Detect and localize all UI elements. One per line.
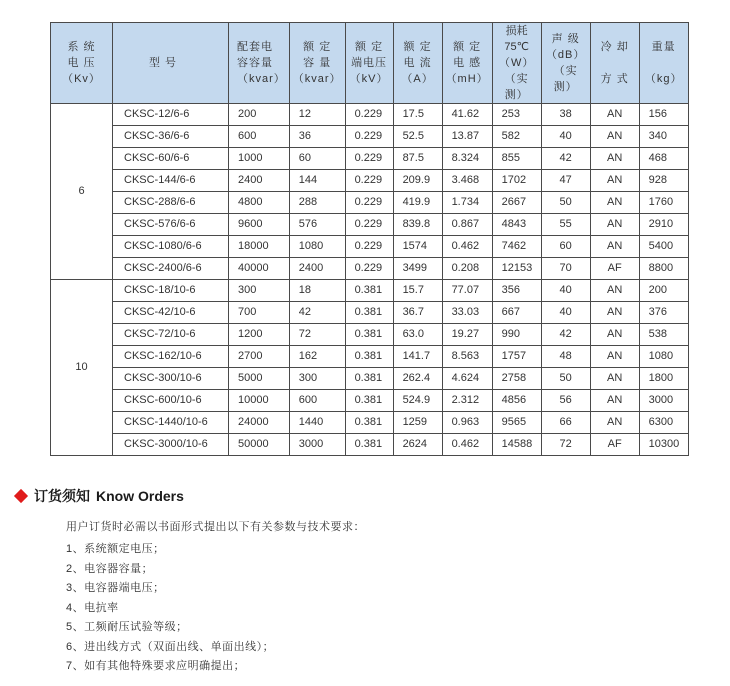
current-cell: 15.7 [393, 280, 442, 302]
cooling-cell: AN [590, 126, 639, 148]
current-cell: 52.5 [393, 126, 442, 148]
current-cell: 209.9 [393, 170, 442, 192]
inductance-cell: 3.468 [442, 170, 492, 192]
table-row [51, 236, 689, 258]
inductance-cell: 77.07 [442, 280, 492, 302]
capacity-cell: 18000 [229, 236, 290, 258]
table-row [51, 126, 689, 148]
cooling-cell: AN [590, 346, 639, 368]
terminal-voltage-cell: 0.381 [345, 302, 393, 324]
rated-capacity-cell: 144 [289, 170, 345, 192]
order-item: 4、电抗率 [66, 601, 119, 614]
model-cell: CKSC-3000/10-6 [113, 434, 229, 456]
weight-cell: 928 [639, 170, 688, 192]
inductance-cell: 0.867 [442, 214, 492, 236]
capacity-cell: 1000 [229, 148, 290, 170]
order-item: 3、电容器端电压； [66, 582, 165, 594]
weight-cell: 1800 [639, 368, 688, 390]
cooling-cell: AN [590, 302, 639, 324]
current-cell: 419.9 [393, 192, 442, 214]
sound-cell: 50 [541, 192, 590, 214]
terminal-voltage-cell: 0.381 [345, 412, 393, 434]
terminal-voltage-cell: 0.229 [345, 148, 393, 170]
rated-capacity-cell: 60 [289, 148, 345, 170]
header-voltage: 系 统 电 压 （Kv） [51, 23, 113, 104]
terminal-voltage-cell: 0.381 [345, 390, 393, 412]
order-notes [66, 518, 365, 677]
capacity-cell: 600 [229, 126, 290, 148]
cooling-cell: AN [590, 148, 639, 170]
inductance-cell: 4.624 [442, 368, 492, 390]
capacity-cell: 10000 [229, 390, 290, 412]
current-cell: 3499 [393, 258, 442, 280]
inductance-cell: 8.563 [442, 346, 492, 368]
loss-cell: 990 [492, 324, 541, 346]
header-cooling: 冷 却 方 式 [590, 23, 639, 104]
order-item: 7、如有其他特殊要求应明确提出； [66, 660, 246, 672]
rated-capacity-cell: 600 [289, 390, 345, 412]
capacity-cell: 700 [229, 302, 290, 324]
sound-cell: 70 [541, 258, 590, 280]
table-row [51, 412, 689, 434]
weight-cell: 10300 [639, 434, 688, 456]
cooling-cell: AN [590, 412, 639, 434]
terminal-voltage-cell: 0.229 [345, 258, 393, 280]
weight-cell: 156 [639, 104, 688, 126]
loss-cell: 2758 [492, 368, 541, 390]
loss-cell: 9565 [492, 412, 541, 434]
rated-capacity-cell: 42 [289, 302, 345, 324]
current-cell: 63.0 [393, 324, 442, 346]
model-cell: CKSC-288/6-6 [113, 192, 229, 214]
order-item: 6、进出线方式（双面出线、单面出线）； [66, 640, 275, 653]
header-sound: 声 级 （dB） （实测） [541, 23, 590, 104]
weight-cell: 3000 [639, 390, 688, 412]
loss-cell: 14588 [492, 434, 541, 456]
inductance-cell: 33.03 [442, 302, 492, 324]
model-cell: CKSC-144/6-6 [113, 170, 229, 192]
model-cell: CKSC-60/6-6 [113, 148, 229, 170]
terminal-voltage-cell: 0.229 [345, 192, 393, 214]
current-cell: 17.5 [393, 104, 442, 126]
inductance-cell: 13.87 [442, 126, 492, 148]
sound-cell: 42 [541, 148, 590, 170]
inductance-cell: 0.462 [442, 236, 492, 258]
capacity-cell: 1200 [229, 324, 290, 346]
cooling-cell: AN [590, 280, 639, 302]
capacity-cell: 5000 [229, 368, 290, 390]
rated-capacity-cell: 2400 [289, 258, 345, 280]
weight-cell: 6300 [639, 412, 688, 434]
weight-cell: 376 [639, 302, 688, 324]
sound-cell: 56 [541, 390, 590, 412]
order-title-cn: 订货须知 [34, 488, 90, 504]
weight-cell: 8800 [639, 258, 688, 280]
sound-cell: 40 [541, 280, 590, 302]
capacity-cell: 40000 [229, 258, 290, 280]
rated-capacity-cell: 1440 [289, 412, 345, 434]
voltage-cell: 6 [51, 104, 113, 280]
sound-cell: 40 [541, 302, 590, 324]
loss-cell: 855 [492, 148, 541, 170]
order-item: 5、工频耐压试验等级； [66, 621, 188, 633]
model-cell: CKSC-1440/10-6 [113, 412, 229, 434]
capacity-cell: 4800 [229, 192, 290, 214]
rated-capacity-cell: 1080 [289, 236, 345, 258]
weight-cell: 1760 [639, 192, 688, 214]
model-cell: CKSC-2400/6-6 [113, 258, 229, 280]
terminal-voltage-cell: 0.229 [345, 104, 393, 126]
order-title-en: Know Orders [96, 488, 184, 504]
table-row [51, 324, 689, 346]
rated-capacity-cell: 162 [289, 346, 345, 368]
spec-table-body [51, 104, 689, 456]
inductance-cell: 0.208 [442, 258, 492, 280]
loss-cell: 356 [492, 280, 541, 302]
order-requirements-list [66, 540, 365, 677]
table-row [51, 214, 689, 236]
loss-cell: 667 [492, 302, 541, 324]
weight-cell: 468 [639, 148, 688, 170]
loss-cell: 253 [492, 104, 541, 126]
rated-capacity-cell: 576 [289, 214, 345, 236]
loss-cell: 2667 [492, 192, 541, 214]
current-cell: 839.8 [393, 214, 442, 236]
inductance-cell: 1.734 [442, 192, 492, 214]
terminal-voltage-cell: 0.381 [345, 280, 393, 302]
current-cell: 36.7 [393, 302, 442, 324]
current-cell: 87.5 [393, 148, 442, 170]
header-rated-capacity: 额 定 容 量 （kvar） [289, 23, 345, 104]
current-cell: 1574 [393, 236, 442, 258]
header-capacity: 配套电 容容量 （kvar） [229, 23, 290, 104]
model-cell: CKSC-300/10-6 [113, 368, 229, 390]
rated-capacity-cell: 288 [289, 192, 345, 214]
cooling-cell: AN [590, 324, 639, 346]
capacity-cell: 2400 [229, 170, 290, 192]
weight-cell: 1080 [639, 346, 688, 368]
cooling-cell: AN [590, 236, 639, 258]
voltage-cell: 10 [51, 280, 113, 456]
order-item: 1、系统额定电压； [66, 543, 165, 555]
capacity-cell: 200 [229, 104, 290, 126]
loss-cell: 12153 [492, 258, 541, 280]
model-cell: CKSC-36/6-6 [113, 126, 229, 148]
red-diamond-icon [14, 489, 28, 503]
rated-capacity-cell: 300 [289, 368, 345, 390]
current-cell: 262.4 [393, 368, 442, 390]
rated-capacity-cell: 18 [289, 280, 345, 302]
cooling-cell: AN [590, 192, 639, 214]
cooling-cell: AF [590, 434, 639, 456]
terminal-voltage-cell: 0.229 [345, 236, 393, 258]
spec-table [50, 22, 689, 456]
sound-cell: 48 [541, 346, 590, 368]
cooling-cell: AN [590, 104, 639, 126]
inductance-cell: 8.324 [442, 148, 492, 170]
header-current: 额 定 电 流 （A） [393, 23, 442, 104]
cooling-cell: AN [590, 214, 639, 236]
rated-capacity-cell: 36 [289, 126, 345, 148]
current-cell: 524.9 [393, 390, 442, 412]
table-row [51, 192, 689, 214]
header-loss: 损耗75℃ （W） （实测） [492, 23, 541, 104]
model-cell: CKSC-600/10-6 [113, 390, 229, 412]
sound-cell: 40 [541, 126, 590, 148]
weight-cell: 538 [639, 324, 688, 346]
capacity-cell: 24000 [229, 412, 290, 434]
current-cell: 141.7 [393, 346, 442, 368]
inductance-cell: 2.312 [442, 390, 492, 412]
cooling-cell: AF [590, 258, 639, 280]
weight-cell: 2910 [639, 214, 688, 236]
inductance-cell: 41.62 [442, 104, 492, 126]
sound-cell: 66 [541, 412, 590, 434]
rated-capacity-cell: 12 [289, 104, 345, 126]
table-row [51, 302, 689, 324]
model-cell: CKSC-12/6-6 [113, 104, 229, 126]
capacity-cell: 9600 [229, 214, 290, 236]
loss-cell: 4856 [492, 390, 541, 412]
model-cell: CKSC-42/10-6 [113, 302, 229, 324]
inductance-cell: 0.963 [442, 412, 492, 434]
header-weight: 重量 （kg） [639, 23, 688, 104]
table-row [51, 434, 689, 456]
table-row [51, 258, 689, 280]
capacity-cell: 50000 [229, 434, 290, 456]
inductance-cell: 0.462 [442, 434, 492, 456]
cooling-cell: AN [590, 368, 639, 390]
terminal-voltage-cell: 0.381 [345, 434, 393, 456]
table-row [51, 368, 689, 390]
terminal-voltage-cell: 0.381 [345, 368, 393, 390]
rated-capacity-cell: 3000 [289, 434, 345, 456]
model-cell: CKSC-72/10-6 [113, 324, 229, 346]
model-cell: CKSC-18/10-6 [113, 280, 229, 302]
weight-cell: 5400 [639, 236, 688, 258]
terminal-voltage-cell: 0.381 [345, 346, 393, 368]
capacity-cell: 2700 [229, 346, 290, 368]
rated-capacity-cell: 72 [289, 324, 345, 346]
sound-cell: 42 [541, 324, 590, 346]
model-cell: CKSC-576/6-6 [113, 214, 229, 236]
table-row [51, 390, 689, 412]
model-cell: CKSC-162/10-6 [113, 346, 229, 368]
model-cell: CKSC-1080/6-6 [113, 236, 229, 258]
table-row [51, 148, 689, 170]
header-inductance: 额 定 电 感 （mH） [442, 23, 492, 104]
current-cell: 1259 [393, 412, 442, 434]
order-item: 2、电容器容量； [66, 562, 154, 575]
sound-cell: 50 [541, 368, 590, 390]
spec-table-header [51, 23, 689, 104]
sound-cell: 47 [541, 170, 590, 192]
table-row [51, 170, 689, 192]
sound-cell: 55 [541, 214, 590, 236]
sound-cell: 60 [541, 236, 590, 258]
terminal-voltage-cell: 0.229 [345, 170, 393, 192]
terminal-voltage-cell: 0.381 [345, 324, 393, 346]
sound-cell: 38 [541, 104, 590, 126]
cooling-cell: AN [590, 390, 639, 412]
order-section-title [13, 486, 184, 506]
inductance-cell: 19.27 [442, 324, 492, 346]
terminal-voltage-cell: 0.229 [345, 126, 393, 148]
loss-cell: 582 [492, 126, 541, 148]
table-row [51, 104, 689, 126]
weight-cell: 200 [639, 280, 688, 302]
capacity-cell: 300 [229, 280, 290, 302]
current-cell: 2624 [393, 434, 442, 456]
loss-cell: 4843 [492, 214, 541, 236]
table-row [51, 280, 689, 302]
cooling-cell: AN [590, 170, 639, 192]
order-intro: 用户订货时必需以书面形式提出以下有关参数与技术要求： [66, 521, 365, 533]
loss-cell: 1702 [492, 170, 541, 192]
sound-cell: 72 [541, 434, 590, 456]
weight-cell: 340 [639, 126, 688, 148]
header-model: 型 号 [113, 23, 229, 104]
header-terminal-voltage: 额 定 端电压 （kV） [345, 23, 393, 104]
terminal-voltage-cell: 0.229 [345, 214, 393, 236]
loss-cell: 7462 [492, 236, 541, 258]
loss-cell: 1757 [492, 346, 541, 368]
table-row [51, 346, 689, 368]
